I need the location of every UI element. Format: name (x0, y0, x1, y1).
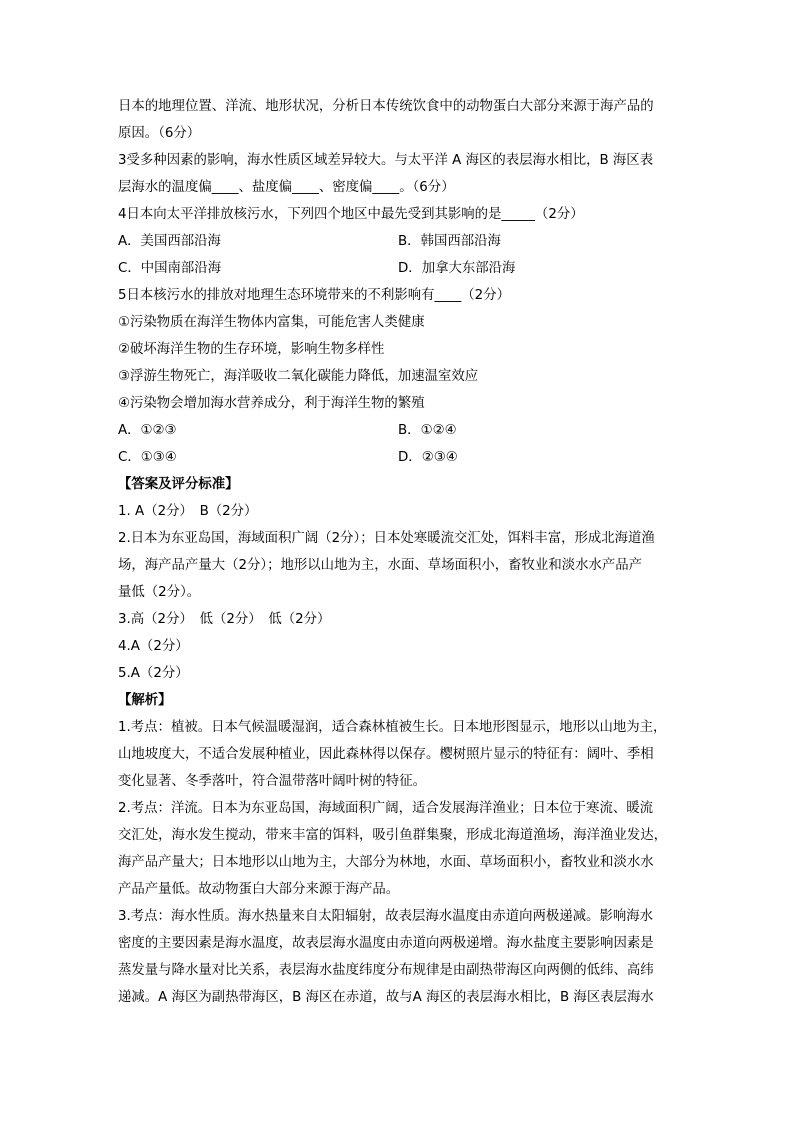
choice-option: A．①②③ (118, 423, 177, 438)
analysis-line: 产品产量低。故动物蛋白大部分来源于海产品。 (118, 882, 400, 897)
choice-option: B．①②④ (398, 423, 457, 438)
answer-line: 量低（2分）。 (118, 585, 201, 600)
analysis-line: 交汇处，海水发生搅动，带来丰富的饵料，吸引鱼群集聚，形成北海道渔场，海洋渔业发达， (118, 828, 668, 843)
statement-item: ②破坏海洋生物的生存环境，影响生物多样性 (118, 342, 385, 357)
question-stem: 4日本向太平洋排放核污水，下列四个地区中最先受到其影响的是_____（2分） (118, 207, 584, 222)
choice-row (118, 417, 678, 444)
choice-option: D．加拿大东部沿海 (398, 261, 516, 276)
choice-option: B．韩国西部沿海 (398, 234, 501, 249)
answers-heading: 【答案及评分标准】 (118, 477, 239, 492)
choice-option: C．中国南部沿海 (118, 261, 222, 276)
question-2-continued (118, 93, 678, 147)
analysis-line: 海产品产量大；日本地形以山地为主，大部分为林地，水面、草场面积小，畜牧业和淡水水 (118, 855, 654, 870)
choice-option: D．②③④ (398, 450, 458, 465)
analysis-line: 密度的主要因素是海水温度，故表层海水温度由赤道向两极递增。海水盐度主要影响因素是 (118, 936, 654, 951)
answer-line: 3.高（2分） 低（2分） 低（2分） (118, 612, 331, 627)
choice-row (118, 228, 678, 255)
analysis-line: 蒸发量与降水量对比关系，表层海水盐度纬度分布规律是由副热带海区向两侧的低纬、高纬 (118, 963, 654, 978)
text-line: 原因。（6分） (118, 126, 201, 141)
answer-line: 2.日本为东亚岛国，海域面积广阔（2分）；日本处寒暖流交汇处，饵料丰富，形成北海道渔 (118, 531, 655, 546)
analysis-line: 1.考点：植被。日本气候温暖湿润，适合森林植被生长。日本地形图显示，地形以山地为主， (118, 720, 667, 735)
statement-item: ④污染物会增加海水营养成分，利于海洋生物的繁殖 (118, 396, 425, 411)
analysis-line: 山地坡度大，不适合发展种植业，因此森林得以保存。樱树照片显示的特征有：阔叶、季相 (118, 747, 654, 762)
analysis-line: 递减。A 海区为副热带海区，B 海区在赤道，故与A 海区的表层海水相比，B 海区表层海水 (118, 990, 654, 1005)
document-page (118, 93, 678, 1011)
choice-option: C．①③④ (118, 450, 177, 465)
answer-line: 5.A（2分） (118, 666, 189, 681)
text-line: 日本的地理位置、洋流、地形状况，分析日本传统饮食中的动物蛋白大部分来源于海产品的 (118, 99, 654, 114)
choice-row (118, 444, 678, 471)
statement-item: ③浮游生物死亡，海洋吸收二氧化碳能力降低，加速温室效应 (118, 369, 479, 384)
question-3 (118, 147, 678, 201)
answer-line: 场，海产品产量大（2分）；地形以山地为主，水面、草场面积小，畜牧业和淡水水产品产 (118, 558, 643, 573)
statement-item: ①污染物质在海洋生物体内富集，可能危害人类健康 (118, 315, 425, 330)
choice-row (118, 255, 678, 282)
question-5 (118, 282, 678, 471)
analysis-line: 变化显著、冬季落叶，符合温带落叶阔叶树的特征。 (118, 774, 426, 789)
analysis-heading: 【解析】 (118, 693, 172, 708)
analysis-section (118, 687, 678, 1011)
question-stem: 5日本核污水的排放对地理生态环境带来的不利影响有____（2分） (118, 288, 510, 303)
question-4 (118, 201, 678, 282)
answers-section (118, 471, 678, 687)
answer-line: 4.A（2分） (118, 639, 189, 654)
choice-option: A．美国西部沿海 (118, 234, 221, 249)
analysis-line: 3.考点：海水性质。海水热量来自太阳辐射，故表层海水温度由赤道向两极递减。影响海水 (118, 909, 654, 924)
text-line: 层海水的温度偏____、盐度偏____、密度偏____。（6分） (118, 180, 455, 195)
analysis-line: 2.考点：洋流。日本为东亚岛国，海域面积广阔，适合发展海洋渔业；日本位于寒流、暖流 (118, 801, 654, 816)
answer-line: 1. A（2分） B（2分） (118, 504, 258, 519)
text-line: 3受多种因素的影响，海水性质区域差异较大。与太平洋 A 海区的表层海水相比，B 海区表 (118, 153, 654, 168)
